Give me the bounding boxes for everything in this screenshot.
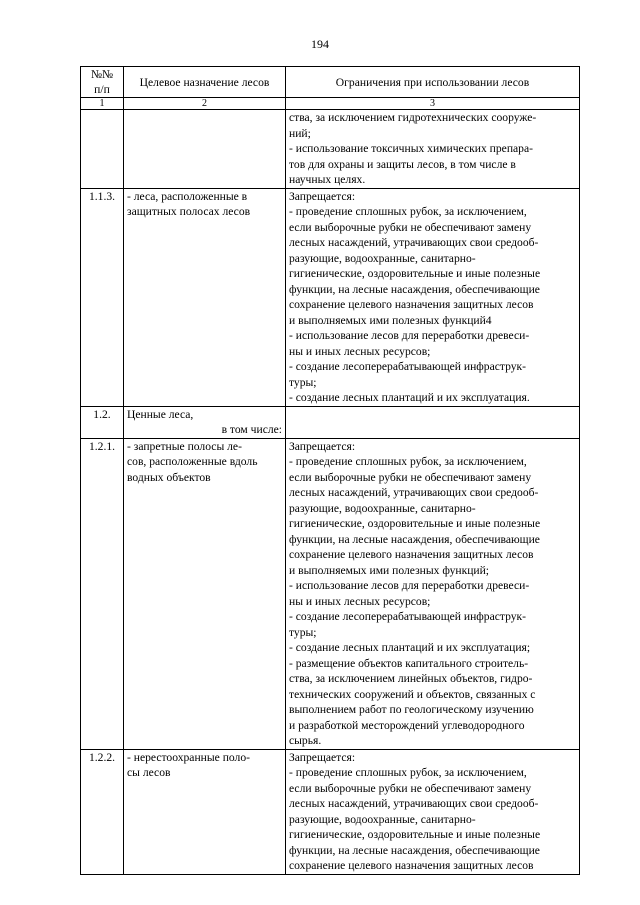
restriction-line: - проведение сплошных рубок, за исключением, xyxy=(289,205,527,218)
purpose-line: в том числе: xyxy=(221,423,282,436)
restriction-line: сырья. xyxy=(289,734,322,747)
purpose-line: защитных полосах лесов xyxy=(127,205,251,218)
table-row xyxy=(81,438,580,749)
restriction-line: тов для охраны и защиты лесов, в том числе в xyxy=(289,157,516,171)
purpose-line: сов, расположенные вдоль xyxy=(127,455,258,468)
restriction-line: функции, на лесные насаждения, обеспечивающие xyxy=(289,532,540,546)
restriction-line: - создание лесоперерабатывающей инфраструк- xyxy=(289,610,527,623)
restriction-line: разующие, водоохранные, санитарно- xyxy=(289,251,476,265)
row-number: 1.2.1. xyxy=(81,438,124,749)
column-number: 1 xyxy=(81,98,124,110)
restriction-line: ства, за исключением линейных объектов, гидро- xyxy=(289,672,533,685)
restriction-line: - использование лесов для переработки древеси- xyxy=(289,579,530,592)
restriction-line: лесных насаждений, утрачивающих свои средооб- xyxy=(289,236,539,249)
header-purpose: Целевое назначение лесов xyxy=(124,67,286,98)
restriction-line: гигиенические, оздоровительные и иные полезные xyxy=(289,267,541,280)
table-row xyxy=(81,749,580,874)
purpose-cell xyxy=(124,188,286,406)
restriction-line: если выборочные рубки не обеспечивают замену xyxy=(289,781,532,795)
restriction-line: сохранение целевого назначения защитных лесов xyxy=(289,298,534,311)
restriction-line: Запрещается: xyxy=(289,189,356,203)
purpose-line: сы лесов xyxy=(127,766,171,779)
header-number-line: №№ xyxy=(90,68,114,81)
restriction-line: сохранение целевого назначения защитных лесов xyxy=(289,859,534,872)
restriction-line: гигиенические, оздоровительные и иные полезные xyxy=(289,828,541,841)
restriction-line: функции, на лесные насаждения, обеспечивающие xyxy=(289,843,540,857)
restrictions-cell xyxy=(286,188,580,406)
restriction-line: - создание лесных плантаций и их эксплуатация. xyxy=(289,391,530,404)
purpose-line: - нерестоохранные поло- xyxy=(127,750,250,764)
table-header-row xyxy=(81,67,580,98)
column-number: 2 xyxy=(124,98,286,110)
restriction-line: - проведение сплошных рубок, за исключением, xyxy=(289,455,527,468)
restriction-line: гигиенические, оздоровительные и иные полезные xyxy=(289,517,541,530)
table-row xyxy=(81,188,580,406)
purpose-cell xyxy=(124,110,286,189)
restriction-line: выполнением работ по геологическому изучению xyxy=(289,703,534,716)
purpose-line: - леса, расположенные в xyxy=(127,189,248,203)
purpose-line: водных объектов xyxy=(127,470,211,484)
restriction-line: и выполняемых ими полезных функций; xyxy=(289,563,490,577)
restriction-line: - создание лесоперерабатывающей инфраструк- xyxy=(289,360,527,373)
purpose-cell xyxy=(124,749,286,874)
restriction-line: туры; xyxy=(289,375,317,389)
restriction-line: ны и иных лесных ресурсов; xyxy=(289,344,431,358)
restriction-line: ства, за исключением гидротехнических сооруже- xyxy=(289,111,537,124)
table-row xyxy=(81,110,580,189)
restriction-line: если выборочные рубки не обеспечивают замену xyxy=(289,220,532,234)
restriction-line: функции, на лесные насаждения, обеспечивающие xyxy=(289,282,540,296)
purpose-cell xyxy=(124,438,286,749)
column-number-row xyxy=(81,98,580,110)
restriction-line: лесных насаждений, утрачивающих свои средооб- xyxy=(289,797,539,810)
header-number-line: п/п xyxy=(94,83,110,96)
page-number: 194 xyxy=(311,37,329,51)
purpose-line: - запретные полосы ле- xyxy=(127,439,242,453)
restriction-line: ны и иных лесных ресурсов; xyxy=(289,594,431,608)
restriction-line: - создание лесных плантаций и их эксплуатация; xyxy=(289,641,531,654)
restriction-line: сохранение целевого назначения защитных лесов xyxy=(289,548,534,561)
restriction-line: туры; xyxy=(289,625,317,639)
row-number: 1.1.3. xyxy=(81,188,124,406)
restriction-line: разующие, водоохранные, санитарно- xyxy=(289,812,476,826)
forest-restrictions-table xyxy=(80,66,580,875)
restriction-line: Запрещается: xyxy=(289,750,356,764)
purpose-cell xyxy=(124,406,286,438)
restrictions-cell xyxy=(286,749,580,874)
row-number xyxy=(81,110,124,189)
restriction-line: Запрещается: xyxy=(289,439,356,453)
restrictions-cell xyxy=(286,110,580,189)
row-number: 1.2. xyxy=(81,406,124,438)
restriction-line: - использование лесов для переработки древеси- xyxy=(289,329,530,342)
restriction-line: научных целях. xyxy=(289,173,366,186)
restriction-line: разующие, водоохранные, санитарно- xyxy=(289,501,476,515)
restriction-line: - проведение сплошных рубок, за исключением, xyxy=(289,766,527,779)
column-number: 3 xyxy=(286,98,580,110)
restriction-line: и выполняемых ими полезных функций4 xyxy=(289,313,492,327)
restriction-line: если выборочные рубки не обеспечивают замену xyxy=(289,470,532,484)
restriction-line: технических сооружений и объектов, связанных с xyxy=(289,687,536,701)
restrictions-cell xyxy=(286,438,580,749)
restriction-line: и разработкой месторождений углеводородного xyxy=(289,718,525,732)
row-number: 1.2.2. xyxy=(81,749,124,874)
purpose-line: Ценные леса, xyxy=(127,407,194,421)
restriction-line: - использование токсичных химических препара- xyxy=(289,142,533,155)
header-restrictions: Ограничения при использовании лесов xyxy=(286,67,580,98)
table-row xyxy=(81,406,580,438)
restriction-line: ний; xyxy=(289,126,311,140)
restriction-line: лесных насаждений, утрачивающих свои средооб- xyxy=(289,486,539,499)
header-number xyxy=(81,67,124,98)
restriction-line: - размещение объектов капитального строитель- xyxy=(289,656,529,670)
restrictions-cell xyxy=(286,406,580,438)
